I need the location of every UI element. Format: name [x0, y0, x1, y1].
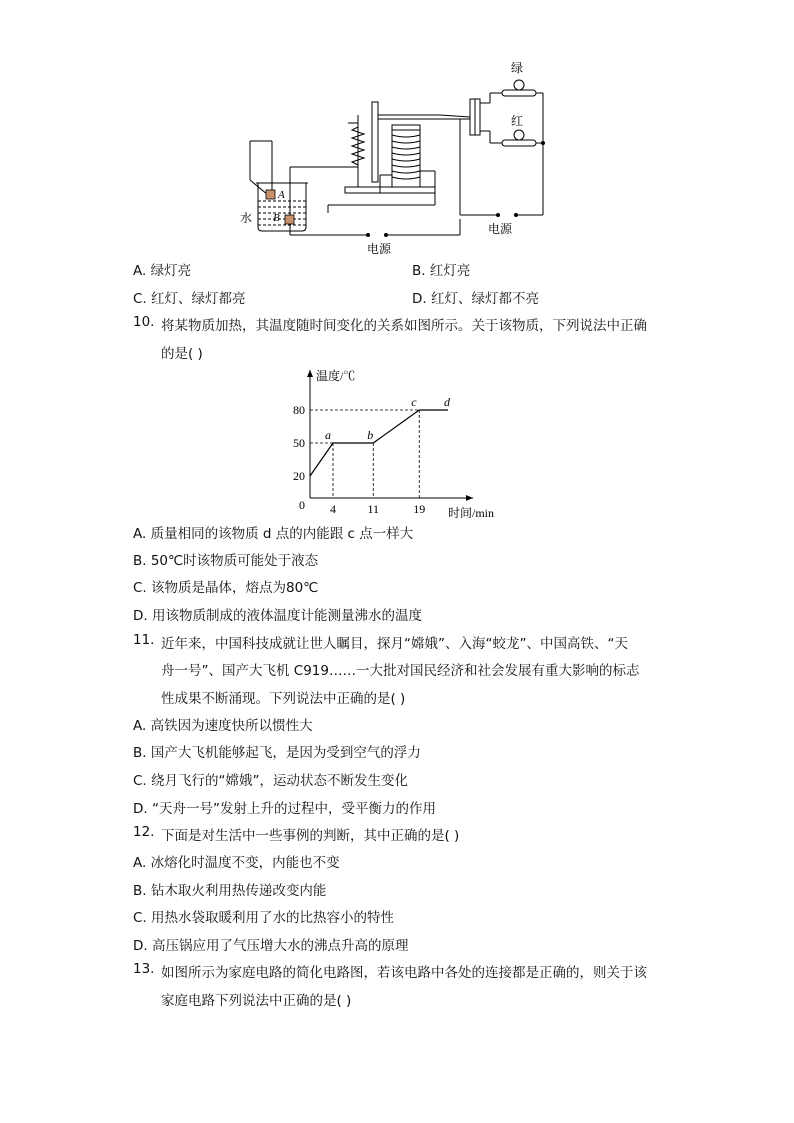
origin-label: 0: [299, 498, 305, 512]
y-tick-label: 20: [293, 469, 305, 483]
q11-option-b: B. 国产大飞机能够起飞，是因为受到空气的浮力: [133, 745, 421, 761]
y-axis-title: 温度/℃: [316, 369, 356, 383]
point-label-b: b: [367, 428, 374, 442]
x-tick-label: 19: [413, 502, 426, 516]
point-label-c: c: [411, 395, 417, 409]
label-b: B: [273, 212, 280, 224]
curve-segment: [373, 410, 419, 443]
q10-stem-line1: 将某物质加热，其温度随时间变化的关系如图所示。关于该物质，下列说法中正确: [161, 318, 647, 334]
q13-stem-line2: 家庭电路下列说法中正确的是( ): [161, 993, 352, 1009]
curve-segment: [310, 443, 333, 476]
y-tick-label: 80: [293, 403, 305, 417]
label-green-lamp: 绿: [511, 61, 524, 75]
q10-number: 10.: [133, 314, 155, 330]
q12-option-a: A. 冰熔化时温度不变，内能也不变: [133, 855, 340, 871]
q9-option-a: A. 绿灯亮: [133, 263, 192, 279]
q12-option-d: D. 高压锅应用了气压增大水的沸点升高的原理: [133, 938, 409, 954]
q10-option-b: B. 50℃时该物质可能处于液态: [133, 553, 319, 569]
label-power-lamp: 电源: [488, 222, 513, 236]
temperature-time-chart: [280, 362, 520, 522]
label-red-lamp: 红: [511, 114, 524, 128]
point-label-d: d: [444, 395, 450, 409]
q9-option-b: B. 红灯亮: [412, 263, 471, 279]
q9-option-c: C. 红灯、绿灯都亮: [133, 291, 246, 307]
point-label-a: a: [325, 428, 331, 442]
label-a: A: [278, 189, 285, 201]
q13-number: 13.: [133, 961, 155, 977]
x-axis-title: 时间/min: [448, 506, 495, 520]
q11-stem-line2: 舟一号”、国产大飞机 C919……一大批对国民经济和社会发展有重大影响的标志: [161, 663, 640, 679]
q13-stem-line1: 如图所示为家庭电路的简化电路图，若该电路中各处的连接都是正确的，则关于该: [161, 965, 647, 981]
q10-option-a: A. 质量相同的该物质 d 点的内能跟 c 点一样大: [133, 526, 414, 542]
relay-circuit-diagram: [240, 55, 560, 260]
q9-option-d: D. 红灯、绿灯都不亮: [412, 291, 539, 307]
q11-option-d: D. “天舟一号”发射上升的过程中，受平衡力的作用: [133, 801, 436, 817]
q12-number: 12.: [133, 824, 155, 840]
label-power-control: 电源: [367, 242, 392, 256]
q11-stem-line3: 性成果不断涌现。下列说法中正确的是( ): [161, 691, 406, 707]
q12-stem-line1: 下面是对生活中一些事例的判断，其中正确的是( ): [161, 828, 460, 844]
q12-option-b: B. 钻木取火利用热传递改变内能: [133, 883, 327, 899]
x-tick-label: 4: [330, 502, 336, 516]
x-tick-label: 11: [367, 502, 380, 516]
q11-number: 11.: [133, 632, 155, 648]
q11-stem-line1: 近年来，中国科技成就让世人瞩目，探月“嫦娥”、入海“蛟龙”、中国高铁、“天: [161, 636, 628, 652]
q10-option-c: C. 该物质是晶体，熔点为80℃: [133, 580, 319, 596]
q10-option-d: D. 用该物质制成的液体温度计能测量沸水的温度: [133, 608, 422, 624]
q10-stem-line2: 的是( ): [161, 346, 203, 362]
q11-option-a: A. 高铁因为速度快所以惯性大: [133, 718, 313, 734]
label-water: 水: [240, 211, 253, 225]
q12-option-c: C. 用热水袋取暖利用了水的比热容小的特性: [133, 910, 395, 926]
y-tick-label: 50: [293, 436, 305, 450]
q11-option-c: C. 绕月飞行的“嫦娥”，运动状态不断发生变化: [133, 773, 408, 789]
